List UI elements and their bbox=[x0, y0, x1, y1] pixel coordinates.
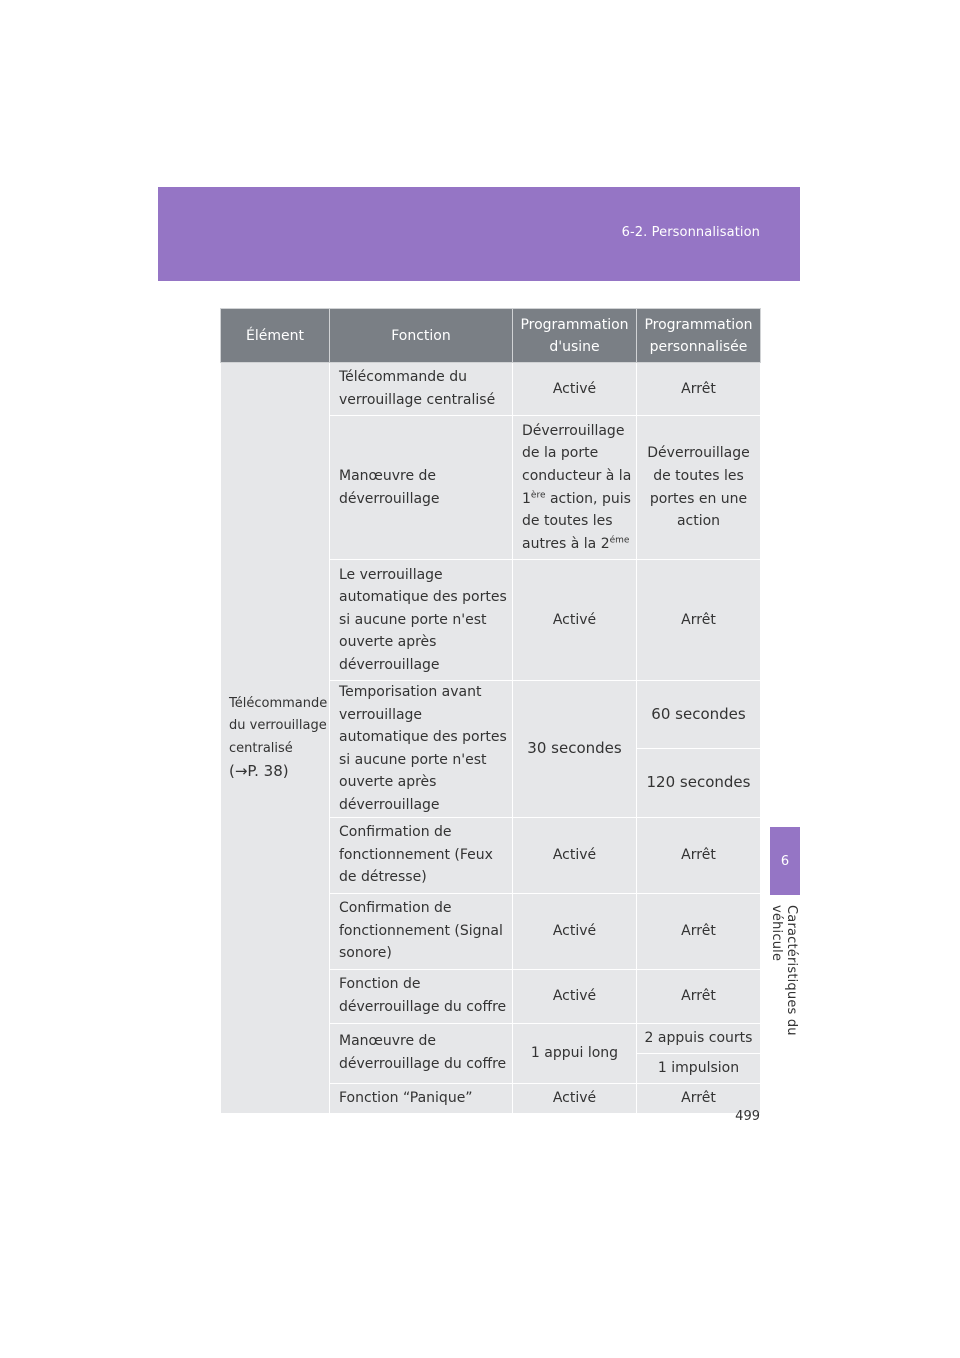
factory-setting-cell: Activé bbox=[513, 560, 637, 681]
function-cell: Le verrouillage automatique des portes si aucune porte n'est ouverte après déverrouillage bbox=[330, 560, 513, 681]
factory-setting-cell: Activé bbox=[513, 969, 637, 1023]
function-cell: Confirmation de fonctionnement (Feux de détresse) bbox=[330, 817, 513, 893]
function-cell: Manœuvre de déverrouillage bbox=[330, 416, 513, 560]
header-function: Fonction bbox=[330, 309, 513, 363]
custom-setting-cell: 2 appuis courts bbox=[637, 1023, 761, 1053]
header-element: Élément bbox=[221, 309, 330, 363]
function-cell: Fonction de déverrouillage du coffre bbox=[330, 969, 513, 1023]
custom-setting-cell: Arrêt bbox=[637, 1083, 761, 1113]
function-cell: Manœuvre de déverrouillage du coffre bbox=[330, 1023, 513, 1083]
factory-setting-cell: Activé bbox=[513, 817, 637, 893]
factory-setting-cell: Activé bbox=[513, 893, 637, 969]
custom-setting-cell: 120 secondes bbox=[637, 748, 761, 817]
factory-setting-cell: 1 appui long bbox=[513, 1023, 637, 1083]
factory-setting-cell: Déverrouillage de la porte conducteur à la 1ère action, puis de toutes les autres à la $2^{éme}$ bbox=[513, 416, 637, 560]
function-cell: Temporisation avant verrouillage automatique des portes si aucune porte n'est ouverte après déverrouillage bbox=[330, 681, 513, 818]
customization-table bbox=[220, 308, 761, 1114]
page-reference: (→P. 38) bbox=[229, 762, 289, 781]
table-header-row bbox=[221, 309, 761, 363]
element-name: Télécommande du verrouillage centralisé bbox=[229, 695, 328, 756]
custom-setting-cell: Arrêt bbox=[637, 969, 761, 1023]
chapter-side-label: Caractéristiques du véhicule bbox=[769, 905, 799, 1036]
custom-setting-cell: Arrêt bbox=[637, 893, 761, 969]
section-title: 6-2. Personnalisation bbox=[621, 225, 760, 240]
function-cell: Fonction “Panique” bbox=[330, 1083, 513, 1113]
header-factory: Programmation d'usine bbox=[513, 309, 637, 363]
custom-setting-cell: 1 impulsion bbox=[637, 1053, 761, 1083]
header-custom: Programmation personnalisée bbox=[637, 309, 761, 363]
custom-setting-cell: Arrêt bbox=[637, 363, 761, 416]
table-row bbox=[221, 363, 761, 416]
custom-setting-cell: Déverrouillage de toutes les portes en une action bbox=[637, 416, 761, 560]
factory-setting-cell: Activé bbox=[513, 1083, 637, 1113]
element-cell bbox=[221, 363, 330, 1114]
factory-setting-cell: Activé bbox=[513, 363, 637, 416]
chapter-header-band bbox=[158, 187, 800, 281]
custom-setting-cell: 60 secondes bbox=[637, 681, 761, 749]
function-cell: Confirmation de fonctionnement (Signal sonore) bbox=[330, 893, 513, 969]
custom-setting-cell: Arrêt bbox=[637, 817, 761, 893]
function-cell: Télécommande du verrouillage centralisé bbox=[330, 363, 513, 416]
chapter-tab: 6 bbox=[770, 827, 800, 895]
factory-setting-cell: 30 secondes bbox=[513, 681, 637, 818]
custom-setting-cell: Arrêt bbox=[637, 560, 761, 681]
page-number: 499 bbox=[735, 1109, 760, 1124]
